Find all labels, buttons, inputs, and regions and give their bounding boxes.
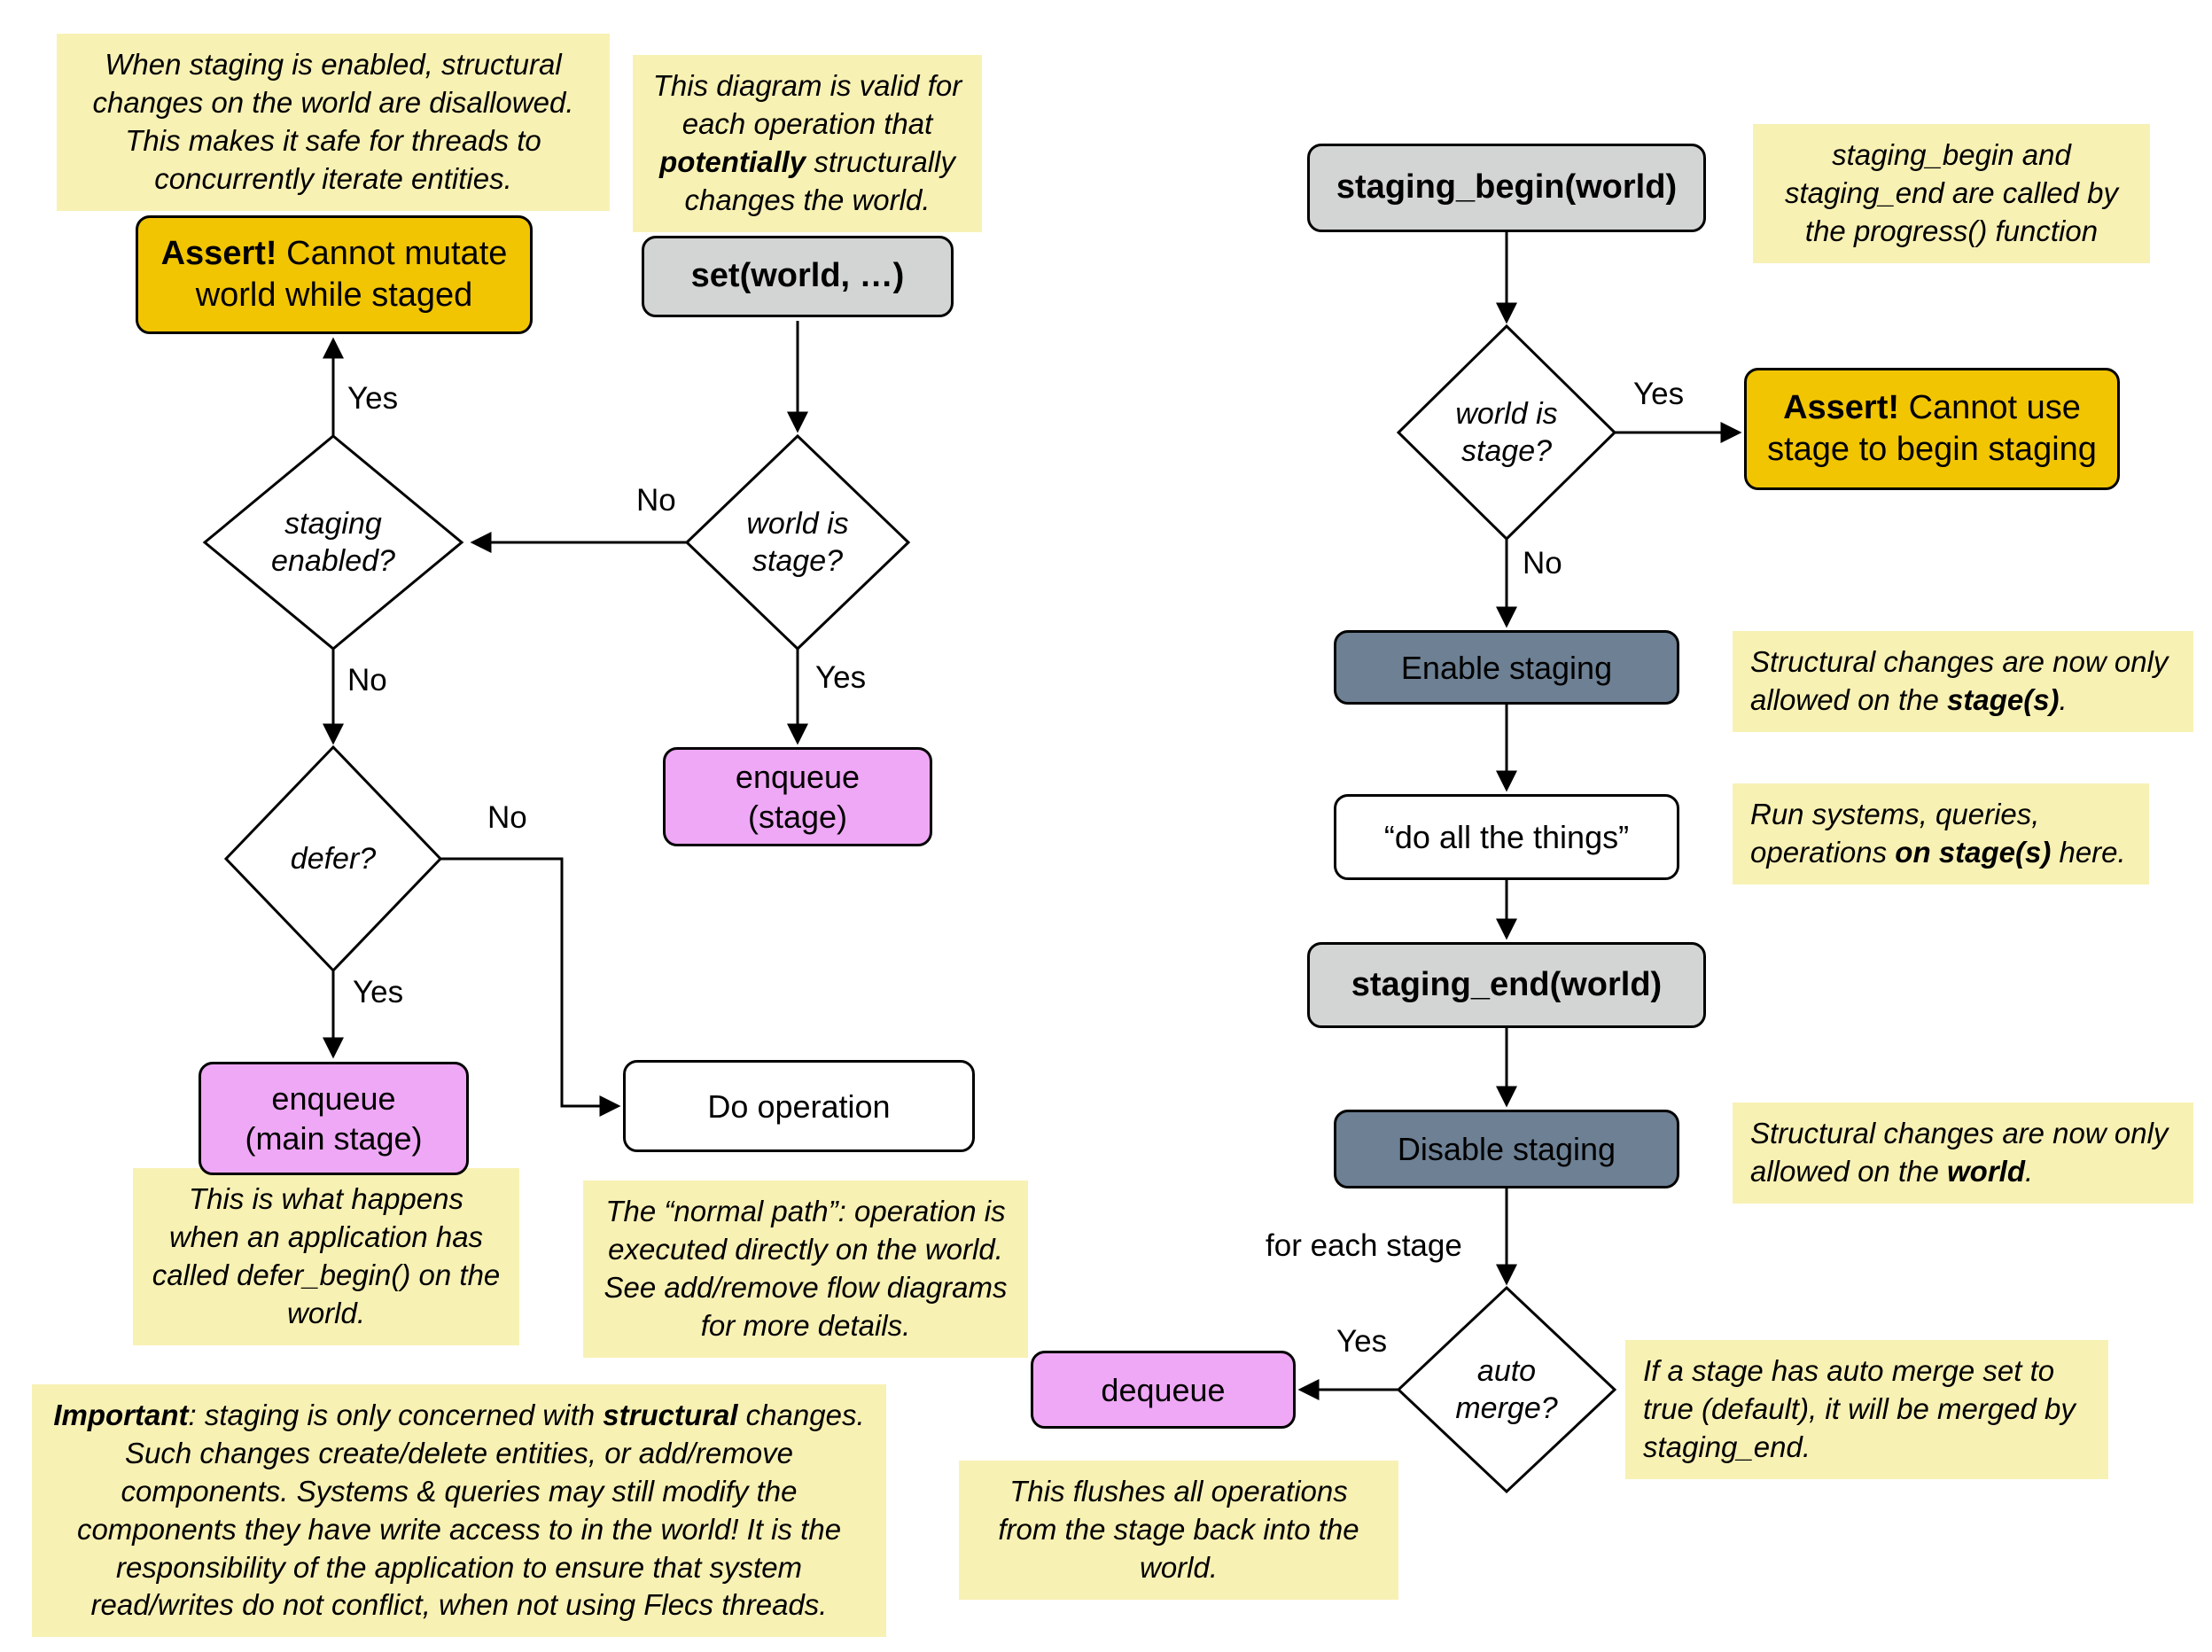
enqueue-stage-line1: enqueue	[735, 759, 861, 795]
enqueue-main-line2: (main stage)	[245, 1120, 423, 1157]
note-important-text1: : staging is only concerned with	[188, 1399, 604, 1431]
enqueue-stage-line2: (stage)	[747, 799, 848, 835]
enqueue-main-line1: enqueue	[271, 1080, 396, 1117]
note-run-systems-text2: here.	[2051, 835, 2126, 869]
assert-use-stage-bold: Assert!	[1783, 388, 1900, 426]
note-run-systems-text: Run systems, queries, operations	[1750, 798, 2040, 869]
edge-label-world-right-yes: Yes	[1633, 377, 1685, 411]
note-normal-path: The “normal path”: operation is executed directly on the world. See add/remove flow diagrams for more details.	[583, 1181, 1028, 1358]
dequeue-box: dequeue	[1031, 1351, 1296, 1429]
note-diagram-valid-bold: potentially	[659, 144, 806, 178]
note-important-text2: changes. Such changes create/delete entities, or add/remove components. Systems & queries may still modify the components they have write access to in the world! It is the responsibility of the application to ensure that system read/writes do not conflict, when not using Flecs threads.	[76, 1399, 865, 1622]
diamond-label-world-is-stage-right: world is stage?	[1455, 396, 1558, 468]
note-staging-enabled: When staging is enabled, structural changes on the world are disallowed. This makes it safe for threads to concurrently iterate entities.	[57, 34, 610, 211]
edge-label-auto-merge-yes: Yes	[1336, 1324, 1388, 1359]
note-diagram-valid-text: This diagram is valid for each operation that	[652, 69, 962, 140]
note-structural-world-bold: world	[1947, 1154, 2025, 1188]
note-flushes: This flushes all operations from the stage back into the world.	[959, 1461, 1398, 1600]
note-diagram-valid	[633, 55, 982, 232]
assert-cannot-mutate-box	[136, 215, 533, 334]
edge-label-defer-yes: Yes	[353, 975, 404, 1009]
staging-end-box: staging_end(world)	[1307, 942, 1706, 1028]
disable-staging-box: Disable staging	[1334, 1110, 1679, 1188]
diamond-label-staging-enabled: staging enabled?	[271, 506, 395, 578]
note-important-bold1: Important	[53, 1399, 189, 1431]
note-diagram-valid-text2: structurally changes the world.	[684, 144, 955, 216]
note-run-systems-bold: on stage(s)	[1895, 835, 2052, 869]
edge-label-staging-enabled-no: No	[347, 663, 387, 697]
staging-begin-box: staging_begin(world)	[1307, 144, 1706, 232]
enqueue-main-stage-box	[199, 1062, 469, 1175]
note-structural-stages	[1733, 631, 2193, 732]
note-important	[32, 1384, 886, 1637]
enable-staging-box: Enable staging	[1334, 630, 1679, 705]
assert-cannot-use-stage-box	[1744, 368, 2120, 490]
do-operation-box: Do operation	[623, 1060, 975, 1152]
note-structural-world-text: Structural changes are now only allowed on the	[1750, 1117, 2169, 1188]
enqueue-stage-box	[663, 747, 932, 846]
diamond-label-auto-merge: auto merge?	[1455, 1353, 1558, 1425]
set-operation-box: set(world, …)	[642, 236, 954, 317]
note-structural-stages-text: Structural changes are now only allowed on the	[1750, 645, 2169, 716]
note-structural-world	[1733, 1103, 2193, 1204]
assert-mutate-text: Cannot mutate world while staged	[195, 234, 508, 314]
edge-label-world-left-no: No	[636, 483, 676, 518]
assert-mutate-bold: Assert!	[160, 234, 277, 272]
do-all-things-box: “do all the things”	[1334, 794, 1679, 880]
edge-label-world-left-yes: Yes	[815, 660, 867, 695]
note-staging-begin-end: staging_begin and staging_end are called by the progress() function	[1753, 124, 2150, 263]
note-auto-merge: If a stage has auto merge set to true (default), it will be merged by staging_end.	[1625, 1340, 2108, 1479]
note-structural-stages-bold: stage(s)	[1947, 682, 2060, 716]
assert-use-stage-text: Cannot use stage to begin staging	[1767, 388, 2097, 468]
note-structural-world-text2: .	[2025, 1154, 2034, 1188]
edge-label-staging-enabled-yes: Yes	[347, 381, 399, 416]
note-important-bold2: structural	[603, 1399, 738, 1431]
edge-label-world-right-no: No	[1523, 546, 1562, 581]
diamond-label-defer: defer?	[290, 841, 377, 876]
edge-label-for-each-stage: for each stage	[1266, 1228, 1462, 1263]
note-defer-begin: This is what happens when an application has called defer_begin() on the world.	[133, 1168, 519, 1345]
edge-label-defer-no: No	[487, 800, 527, 835]
note-structural-stages-text2: .	[2059, 682, 2068, 716]
diamond-label-world-is-stage-left: world is stage?	[746, 506, 849, 578]
note-run-systems	[1733, 783, 2149, 884]
